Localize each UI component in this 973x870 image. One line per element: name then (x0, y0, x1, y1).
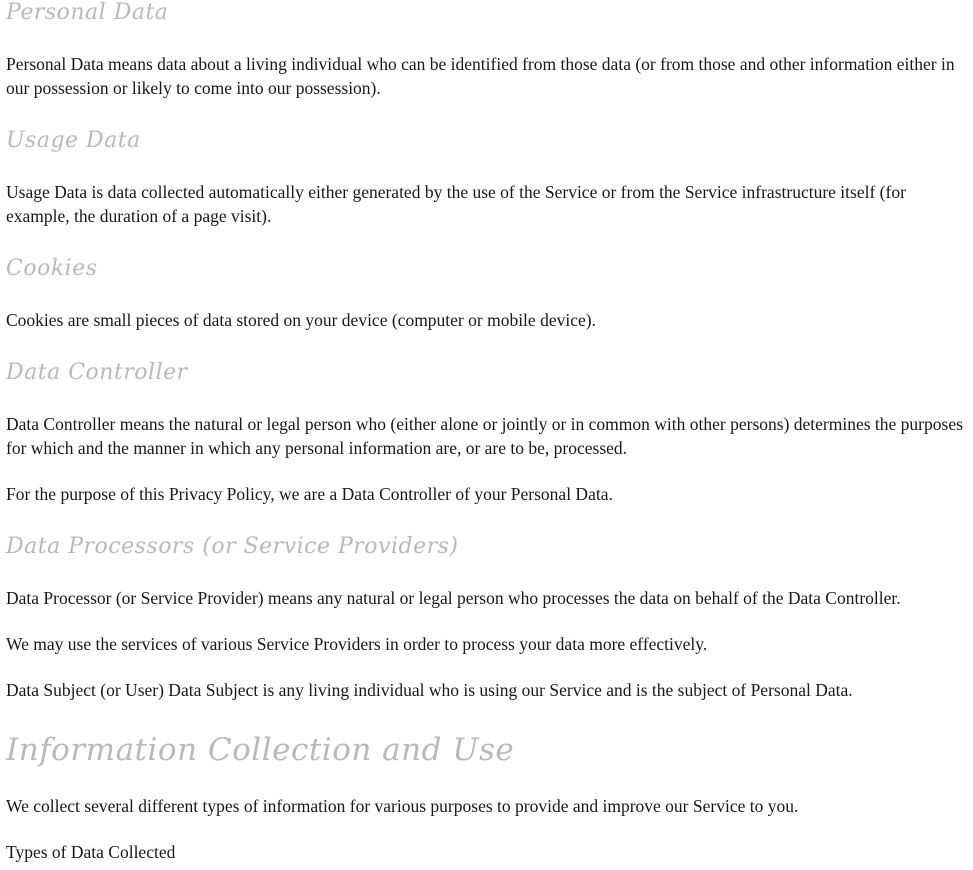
paragraph-data-processors-2: We may use the services of various Service Providers in order to process your data more effectively. (6, 634, 708, 654)
spacer (6, 460, 965, 482)
section-heading-cookies: Cookies (6, 256, 98, 281)
spacer (6, 228, 965, 256)
paragraph-personal-data-1: Personal Data means data about a living individual who can be identified from those data (or from those and other information either in our possession or likely to come into our possession). (6, 54, 955, 98)
section-heading-data-processors: Data Processors (or Service Providers) (6, 534, 459, 559)
spacer (6, 560, 965, 586)
paragraph-data-processors-3: Data Subject (or User) Data Subject is any living individual who is using our Service and is the subject of Personal Data. (6, 680, 853, 700)
spacer (6, 100, 965, 128)
paragraph-data-controller-1: Data Controller means the natural or legal person who (either alone or jointly or in common with other persons) determines the purposes for which and the manner in which any personal information are, or are to be, processed. (6, 414, 963, 458)
section-heading-usage-data: Usage Data (6, 128, 141, 153)
paragraph-usage-data-1: Usage Data is data collected automatically either generated by the use of the Service or from the Service infrastructure itself (for example, the duration of a page visit). (6, 182, 906, 226)
paragraph-cookies-1: Cookies are small pieces of data stored on your device (computer or mobile device). (6, 310, 596, 330)
spacer (6, 282, 965, 308)
paragraph-data-controller-2: For the purpose of this Privacy Policy, we are a Data Controller of your Personal Data. (6, 484, 613, 504)
spacer (6, 386, 965, 412)
section-heading-information-collection-and-use: Information Collection and Use (6, 732, 515, 768)
spacer (6, 332, 965, 360)
spacer (6, 656, 965, 678)
spacer (6, 154, 965, 180)
spacer (6, 506, 965, 534)
spacer (6, 610, 965, 632)
section-heading-data-controller: Data Controller (6, 360, 188, 385)
section-heading-personal-data: Personal Data (6, 0, 169, 25)
spacer (6, 768, 965, 794)
paragraph-data-processors-1: Data Processor (or Service Provider) means any natural or legal person who processes the data on behalf of the Data Controller. (6, 588, 901, 608)
paragraph-types-of-data-collected: Types of Data Collected (6, 842, 176, 862)
spacer (6, 26, 965, 52)
spacer (6, 818, 965, 840)
spacer (6, 702, 965, 732)
paragraph-information-collection-1: We collect several different types of information for various purposes to provide and improve our Service to you. (6, 796, 799, 816)
